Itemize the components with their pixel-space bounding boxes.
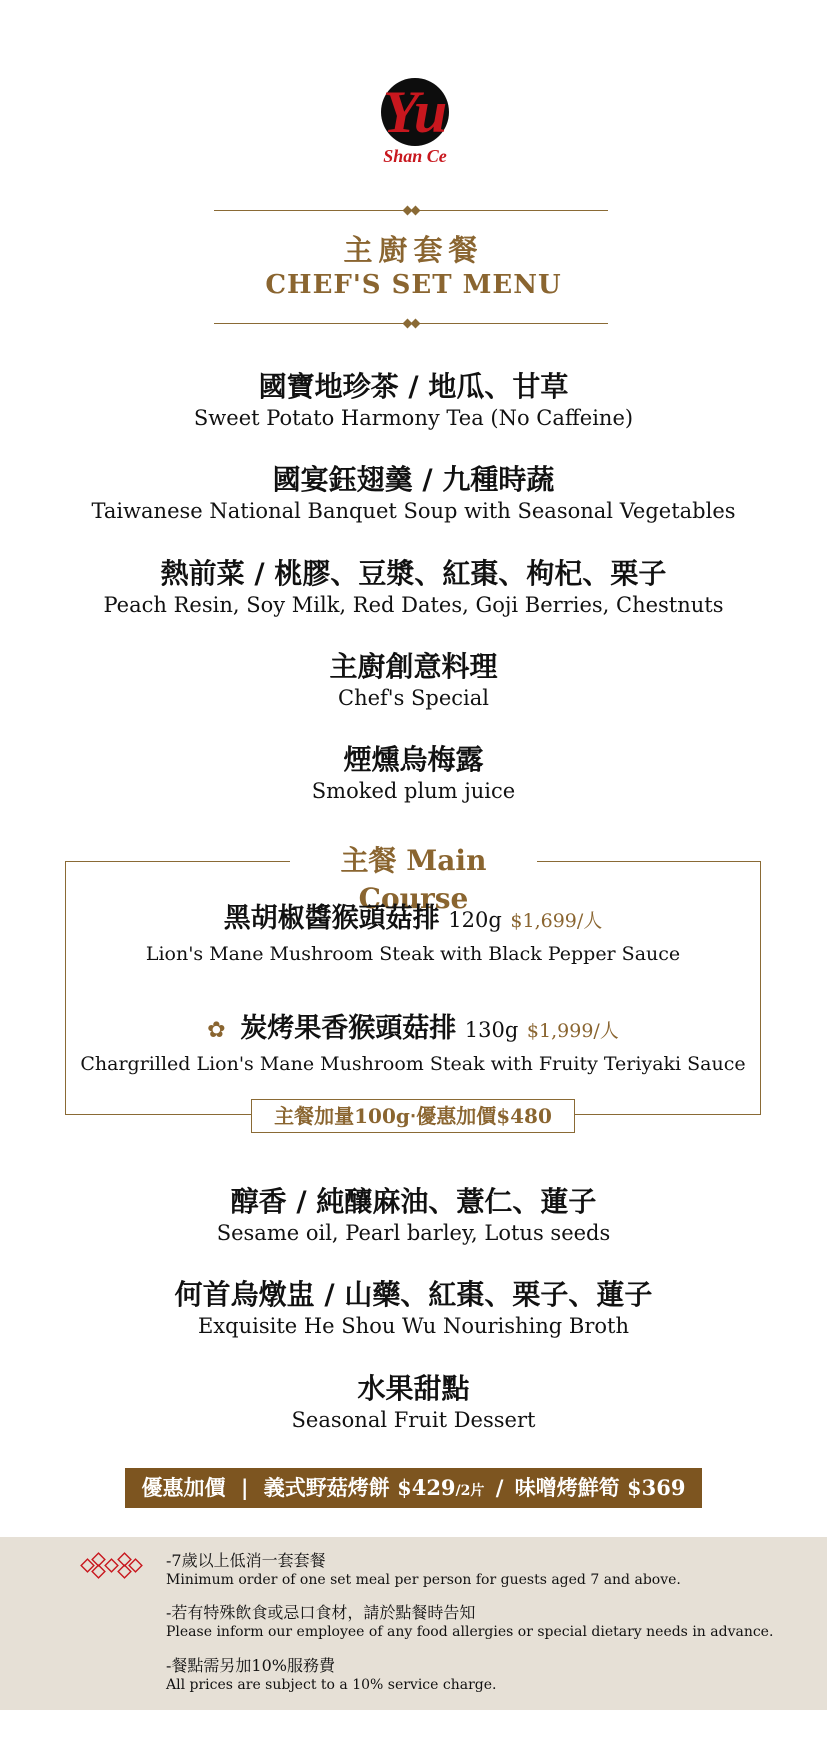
note-zh: -若有特殊飲食或忌口食材，請於點餐時告知 [166, 1603, 476, 1622]
note-zh: -7歲以上低消一套套餐 [166, 1551, 326, 1570]
flower-icon: ✿ [207, 1018, 226, 1043]
course-item [0, 1371, 827, 1433]
course-item [0, 1277, 827, 1339]
main-course-title: 主餐 Main Course [290, 842, 537, 918]
menu-title-en: CHEF'S SET MENU [265, 270, 562, 300]
divider-top [214, 204, 608, 218]
course-name-zh: 何首烏燉盅 / 山藥、紅棗、栗子、蓮子 [174, 1278, 653, 1311]
main-course-price: $1,999/人 [526, 1020, 619, 1042]
promo-item-1: 義式野菇烤餅 [263, 1475, 390, 1500]
course-name-zh: 水果甜點 [357, 1372, 470, 1405]
promo-price-1: $429 [397, 1475, 456, 1500]
course-name-zh: 醇香 / 純釀麻油、薏仁、蓮子 [230, 1185, 597, 1218]
main-course-upgrade-note: 主餐加量100g‧優惠加價$480 [251, 1099, 575, 1133]
note-en: All prices are subject to a 10% service charge. [166, 1677, 497, 1693]
promo-price-2: $369 [627, 1475, 686, 1500]
promo-label: 優惠加價 [141, 1475, 226, 1500]
main-course-item [65, 1011, 761, 1077]
note-item [166, 1551, 681, 1589]
course-item [0, 742, 827, 804]
course-name-zh: 主廚創意料理 [329, 650, 498, 683]
menu-title-zh: 主廚套餐 [343, 233, 484, 267]
footer-notes [0, 1537, 827, 1710]
logo-brand: Shan Ce [383, 146, 447, 166]
note-en: Please inform our employee of any food allergies or special dietary needs in advance. [166, 1624, 774, 1640]
note-zh: -餐點需另加10%服務費 [166, 1656, 335, 1675]
note-item [166, 1656, 496, 1694]
course-name-en: Sweet Potato Harmony Tea (No Caffeine) [193, 406, 634, 430]
course-name-en: Sesame oil, Pearl barley, Lotus seeds [216, 1221, 611, 1245]
main-course-price: $1,699/人 [510, 910, 603, 932]
promo-banner: 優惠加價 | 義式野菇烤餅 $429/2片 / 味噌烤鮮筍 $369 [125, 1468, 702, 1508]
main-course-name-en: Chargrilled Lion's Mane Mushroom Steak with Fruity Teriyaki Sauce [80, 1053, 746, 1075]
course-item [0, 369, 827, 431]
course-name-zh: 國宴鈺翅羹 / 九種時蔬 [272, 463, 555, 496]
course-name-zh: 熱前菜 / 桃膠、豆漿、紅棗、枸杞、栗子 [160, 557, 667, 590]
main-course-item [65, 901, 761, 967]
course-name-en: Exquisite He Shou Wu Nourishing Broth [197, 1314, 630, 1338]
chinese-knot-icon [80, 1551, 144, 1581]
course-name-en: Smoked plum juice [311, 779, 516, 803]
main-course-weight: 120g [448, 908, 502, 932]
course-name-en: Peach Resin, Soy Milk, Red Dates, Goji Berries, Chestnuts [103, 593, 724, 617]
course-name-en: Taiwanese National Banquet Soup with Seasonal Vegetables [91, 499, 736, 523]
divider-bottom [214, 317, 608, 331]
main-course-name-en: Lion's Mane Mushroom Steak with Black Pepper Sauce [145, 943, 681, 965]
course-item [0, 649, 827, 711]
note-item [166, 1603, 773, 1641]
course-item [0, 462, 827, 524]
main-course-name-zh: 黑胡椒醬猴頭菇排 [223, 903, 440, 934]
main-course-weight: 130g [464, 1018, 519, 1042]
note-en: Minimum order of one set meal per person for guests aged 7 and above. [166, 1572, 681, 1588]
logo-mark: Yu [382, 79, 448, 145]
course-item [0, 1184, 827, 1246]
promo-unit-1: /2片 [455, 1483, 485, 1499]
promo-item-2: 味噌烤鮮筍 [514, 1475, 620, 1500]
course-name-zh: 國寶地珍茶 / 地瓜、甘草 [258, 370, 569, 403]
course-name-en: Seasonal Fruit Dessert [291, 1408, 536, 1432]
main-course-name-zh: 炭烤果香猴頭菇排 [240, 1013, 457, 1044]
restaurant-logo [377, 78, 453, 178]
course-item [0, 556, 827, 618]
course-name-en: Chef's Special [338, 686, 489, 710]
course-name-zh: 煙燻烏梅露 [343, 743, 484, 776]
